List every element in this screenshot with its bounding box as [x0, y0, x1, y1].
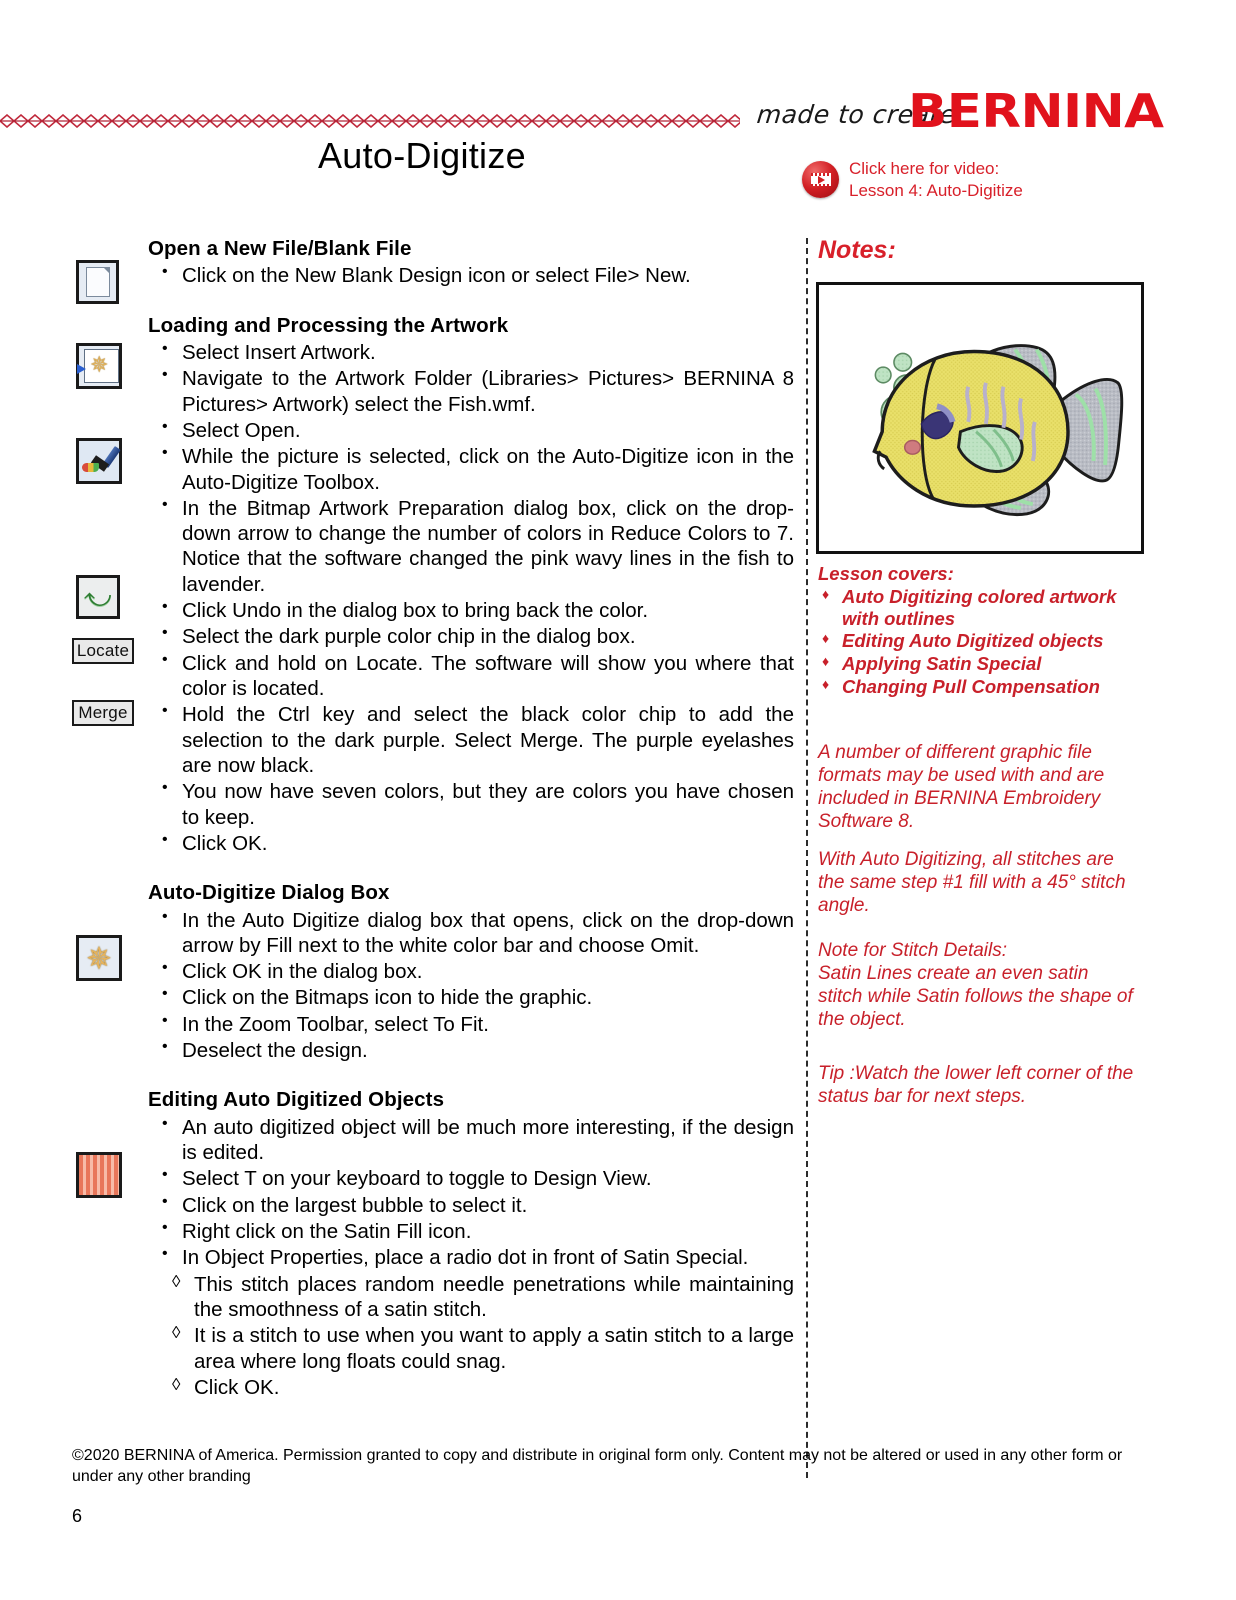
satin-fill-icon[interactable]: [76, 1152, 122, 1198]
footer-copyright: ©2020 BERNINA of America. Permission granted to copy and distribute in original form only. Content may not be altered or used in any other form or under any other branding: [72, 1447, 1123, 1485]
notes-divider: [806, 238, 808, 1478]
list-item: • Select T on your keyboard to toggle to Design View.: [182, 1166, 794, 1191]
section-open-new-file: [148, 236, 794, 289]
list-item: • Click Undo in the dialog box to bring back the color.: [182, 598, 794, 623]
decorative-stitch-rule: [0, 114, 740, 128]
note-stitch-details-body: Satin Lines create an even satin stitch while Satin follows the shape of the object.: [818, 962, 1133, 1030]
locate-button[interactable]: Locate: [72, 638, 134, 664]
lesson-covers-item: ♦ Changing Pull Compensation: [842, 676, 1136, 698]
section-list: [148, 263, 794, 288]
page-header: [0, 84, 1236, 148]
note-graphic-formats: A number of different graphic file formats may be used with and are included in BERNINA Embroidery Software 8.: [818, 742, 1105, 832]
sub-list-item: ◊ It is a stitch to use when you want to apply a satin stitch to a large area where long floats could snag.: [194, 1323, 794, 1374]
section-list: [148, 1115, 794, 1271]
video-link-line1: Click here for video:: [849, 159, 1000, 178]
tagline: made to create: [755, 100, 958, 129]
lesson-covers-title: Lesson covers:: [818, 563, 954, 584]
list-item: • In the Bitmap Artwork Preparation dialog box, click on the drop-down arrow to change the number of colors in Reduce Colors to 7. Notice that the software changed the pink wavy lines in the fish to lavender.: [182, 496, 794, 597]
list-item: • Click on the New Blank Design icon or select File> New.: [182, 263, 794, 288]
video-play-icon[interactable]: [802, 161, 839, 198]
list-item: • Click OK.: [182, 831, 794, 856]
list-item: • Right click on the Satin Fill icon.: [182, 1219, 794, 1244]
list-item: • You now have seven colors, but they are colors you have chosen to keep.: [182, 779, 794, 830]
list-item: • In the Zoom Toolbar, select To Fit.: [182, 1012, 794, 1037]
sub-list-item: ◊ This stitch places random needle penetrations while maintaining the smoothness of a satin stitch.: [194, 1272, 794, 1323]
section-heading: Editing Auto Digitized Objects: [148, 1088, 445, 1112]
note-tip: Tip :Watch the lower left corner of the status bar for next steps.: [818, 1063, 1134, 1107]
list-item: • Select Open.: [182, 418, 794, 443]
list-item: • Hold the Ctrl key and select the black color chip to add the selection to the dark purple. Select Merge. The purple eyelashes are now black.: [182, 702, 794, 778]
video-link-text: [849, 158, 1023, 202]
section-auto-digitize-dialog-box: [148, 880, 794, 1063]
embroidered-fish-artwork: [816, 282, 1144, 554]
note-stitch-details: [818, 940, 1138, 1032]
list-item: • Click and hold on Locate. The software will show you where that color is located.: [182, 651, 794, 702]
section-loading-processing-artwork: [148, 313, 794, 857]
section-heading: Auto-Digitize Dialog Box: [148, 881, 390, 905]
page-number: 6: [72, 1506, 83, 1526]
sub-list-item: ◊ Click OK.: [194, 1375, 794, 1400]
page-title: Auto-Digitize: [318, 135, 526, 176]
list-item: • In the Auto Digitize dialog box that opens, click on the drop-down arrow by Fill next to the white color bar and choose Omit.: [182, 908, 794, 959]
note-stitch-details-title: Note for Stitch Details:: [818, 940, 1008, 961]
merge-button[interactable]: Merge: [72, 700, 134, 726]
section-list: [148, 908, 794, 1064]
list-item: • Click OK in the dialog box.: [182, 959, 794, 984]
section-list: [148, 340, 794, 856]
list-item: • Select the dark purple color chip in the dialog box.: [182, 624, 794, 649]
section-sublist: [148, 1272, 794, 1401]
auto-digitize-brush-icon[interactable]: [76, 438, 122, 484]
list-item: • Click on the Bitmaps icon to hide the graphic.: [182, 985, 794, 1010]
lesson-covers-item: ♦ Applying Satin Special: [842, 653, 1136, 675]
list-item: • Click on the largest bubble to select it.: [182, 1193, 794, 1218]
list-item: • While the picture is selected, click on the Auto-Digitize icon in the Auto-Digitize Toolbox.: [182, 444, 794, 495]
notes-heading: Notes:: [818, 236, 896, 264]
list-item: • Deselect the design.: [182, 1038, 794, 1063]
list-item: • Navigate to the Artwork Folder (Libraries> Pictures> BERNINA 8 Pictures> Artwork) select the Fish.wmf.: [182, 366, 794, 417]
undo-icon[interactable]: ⤻: [76, 575, 120, 619]
list-item: • Select Insert Artwork.: [182, 340, 794, 365]
note-auto-digitizing-stitches: With Auto Digitizing, all stitches are the same step #1 fill with a 45° stitch angle.: [818, 849, 1126, 916]
lesson-covers-item: ♦ Editing Auto Digitized objects: [842, 630, 1136, 652]
section-heading: Loading and Processing the Artwork: [148, 313, 509, 337]
bernina-logo: BERNINA: [908, 84, 1164, 138]
instruction-content: [148, 236, 794, 1424]
lesson-covers-item: ♦ Auto Digitizing colored artwork with outlines: [842, 586, 1136, 630]
auto-digitize-star-icon[interactable]: ✵: [76, 935, 122, 981]
list-item: • An auto digitized object will be much more interesting, if the design is edited.: [182, 1115, 794, 1166]
section-editing-auto-digitized-objects: [148, 1087, 794, 1400]
lesson-covers-list: [818, 586, 1136, 698]
video-link-line2: Lesson 4: Auto-Digitize: [849, 180, 1023, 200]
new-blank-design-icon[interactable]: [76, 260, 119, 304]
lesson-covers: [818, 563, 1136, 699]
video-link[interactable]: [802, 158, 1023, 202]
list-item: • In Object Properties, place a radio dot in front of Satin Special.: [182, 1245, 794, 1270]
section-heading: Open a New File/Blank File: [148, 237, 412, 260]
insert-artwork-icon[interactable]: ✵: [76, 343, 122, 389]
